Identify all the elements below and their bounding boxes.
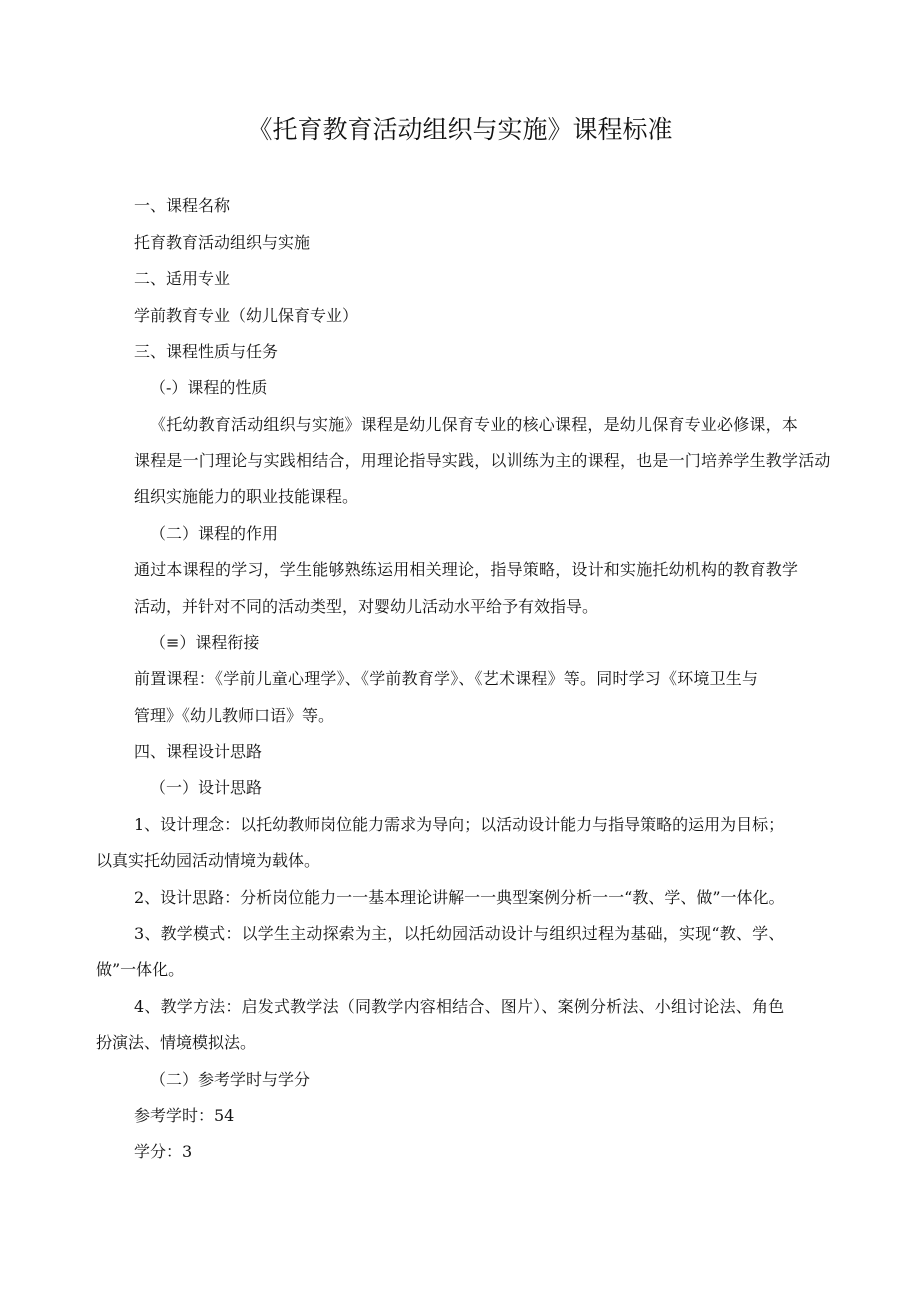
subheading-design-idea: （一）设计思路 bbox=[150, 778, 263, 797]
paragraph-line: 活动，并针对不同的活动类型，对婴幼儿活动水平给予有效指导。 bbox=[134, 597, 599, 616]
section-heading-course-name: 一、课程名称 bbox=[134, 196, 231, 215]
paragraph-line: 1、设计理念：以托幼教师岗位能力需求为导向；以活动设计能力与指导策略的运用为目标； bbox=[134, 815, 785, 834]
paragraph-line: 课程是一门理论与实践相结合，用理论指导实践，以训练为主的课程，也是一门培养学生教学活动 bbox=[134, 451, 831, 470]
paragraph-line: 前置课程：《学前儿童心理学》、《学前教育学》、《艺术课程》等。同时学习《环境卫生与 bbox=[134, 669, 759, 688]
reference-hours: 参考学时：54 bbox=[134, 1106, 235, 1125]
paragraph-line: 4、教学方法：启发式教学法（同教学内容相结合、图片）、案例分析法、小组讨论法、角色 bbox=[134, 997, 785, 1016]
paragraph-line: 组织实施能力的职业技能课程。 bbox=[134, 487, 359, 506]
paragraph-line: 扮演法、情境模拟法。 bbox=[96, 1033, 257, 1052]
subheading-connection: （≡）课程衔接 bbox=[150, 633, 260, 652]
paragraph-line: 以真实托幼园活动情境为载体。 bbox=[96, 851, 321, 870]
subheading-nature: （-）课程的性质 bbox=[150, 378, 268, 397]
paragraph-line: 3、教学模式：以学生主动探索为主，以托幼园活动设计与组织过程为基础，实现“教、学、 bbox=[134, 924, 785, 943]
section-heading-major: 二、适用专业 bbox=[134, 269, 231, 288]
paragraph-line: 管理》《幼儿教师口语》等。 bbox=[134, 706, 335, 725]
paragraph-line: 《托幼教育活动组织与实施》课程是幼儿保育专业的核心课程，是幼儿保育专业必修课，本 bbox=[150, 415, 799, 434]
section-heading-design: 四、课程设计思路 bbox=[134, 742, 263, 761]
document-title: 《托育教育活动组织与实施》课程标准 bbox=[247, 115, 673, 144]
course-name-text: 托育教育活动组织与实施 bbox=[134, 233, 311, 252]
major-text: 学前教育专业（幼儿保育专业） bbox=[134, 306, 359, 325]
paragraph-line: 做”一体化。 bbox=[96, 960, 185, 979]
section-heading-nature-task: 三、课程性质与任务 bbox=[134, 342, 279, 361]
paragraph-line: 通过本课程的学习，学生能够熟练运用相关理论，指导策略，设计和实施托幼机构的教育教学 bbox=[134, 560, 799, 579]
subheading-hours-credits: （二）参考学时与学分 bbox=[150, 1070, 311, 1089]
credits: 学分：3 bbox=[134, 1142, 193, 1161]
paragraph-line: 2、设计思路：分析岗位能力一一基本理论讲解一一典型案例分析一一“教、学、做”一体化。 bbox=[134, 888, 785, 907]
subheading-role: （二）课程的作用 bbox=[150, 524, 279, 543]
